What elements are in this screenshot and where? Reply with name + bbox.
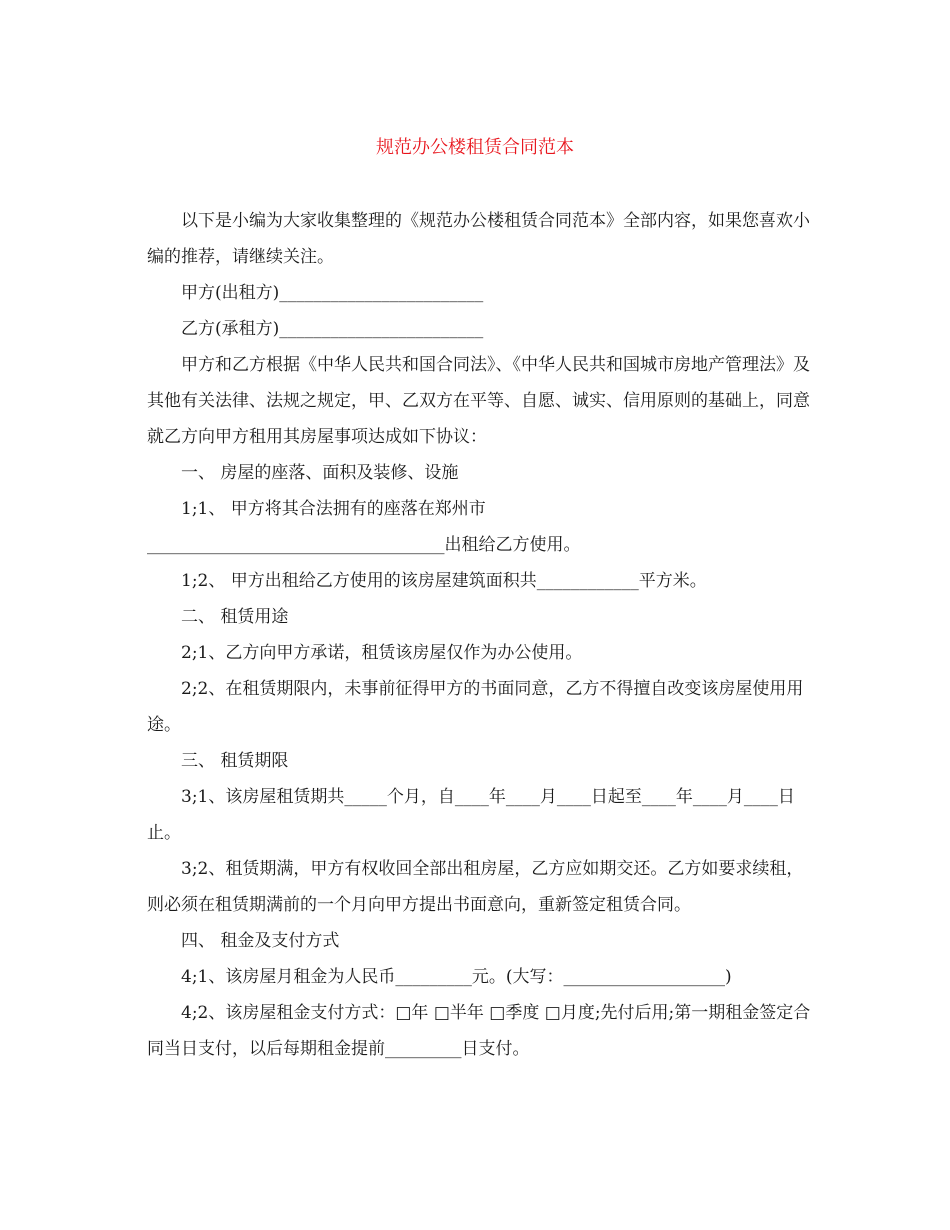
party-b-line: 乙方(承租方)________________________	[181, 319, 484, 339]
clause-2-2: 2;2、在租赁期限内，未事前征得甲方的书面同意，乙方不得擅自改变该房屋使用用途。	[147, 679, 804, 735]
section-heading-1: 一、 房屋的座落、面积及装修、设施	[181, 463, 459, 483]
document-title: 规范办公楼租赁合同范本	[376, 137, 574, 158]
clause-1-1: 1;1、 甲方将其合法拥有的座落在郑州市	[181, 499, 486, 519]
preamble-paragraph: 甲方和乙方根据《中华人民共和国合同法》、《中华人民共和国城市房地产管理法》及其他有关法律、法规之规定，甲、乙双方在平等、自愿、诚实、信用原则的基础上，同意就乙方向甲方租用其房屋事项达成如下协议：	[147, 355, 810, 447]
clause-3-2: 3;2、租赁期满，甲方有权收回全部出租房屋，乙方应如期交还。乙方如要求续租，则必须在租赁期满前的一个月向甲方提出书面意向，重新签定租赁合同。	[147, 859, 804, 915]
intro-paragraph: 以下是小编为大家收集整理的《规范办公楼租赁合同范本》全部内容，如果您喜欢小编的推荐，请继续关注。	[147, 211, 810, 267]
section-heading-4: 四、 租金及支付方式	[181, 931, 340, 951]
clause-1-1-continued: ___________________________________出租给乙方使用。	[147, 535, 581, 555]
section-heading-3: 三、 租赁期限	[181, 751, 289, 771]
section-heading-2: 二、 租赁用途	[181, 607, 289, 627]
clause-1-2: 1;2、 甲方出租给乙方使用的该房屋建筑面积共____________平方米。	[181, 571, 707, 591]
clause-4-2: 4;2、该房屋租金支付方式：□年 □半年 □季度 □月度;先付后用;第一期租金签定合同当日支付，以后每期租金提前_________日支付。	[147, 1003, 811, 1059]
clause-2-1: 2;1、乙方向甲方承诺，租赁该房屋仅作为办公使用。	[181, 643, 583, 663]
clause-3-1: 3;1、该房屋租赁期共_____个月，自____年____月____日起至____年____月____日止。	[147, 787, 795, 843]
party-a-line: 甲方(出租方)________________________	[181, 283, 484, 303]
document-body	[147, 203, 812, 1067]
clause-4-1: 4;1、该房屋月租金为人民币_________元。(大写：___________________)	[181, 967, 732, 987]
